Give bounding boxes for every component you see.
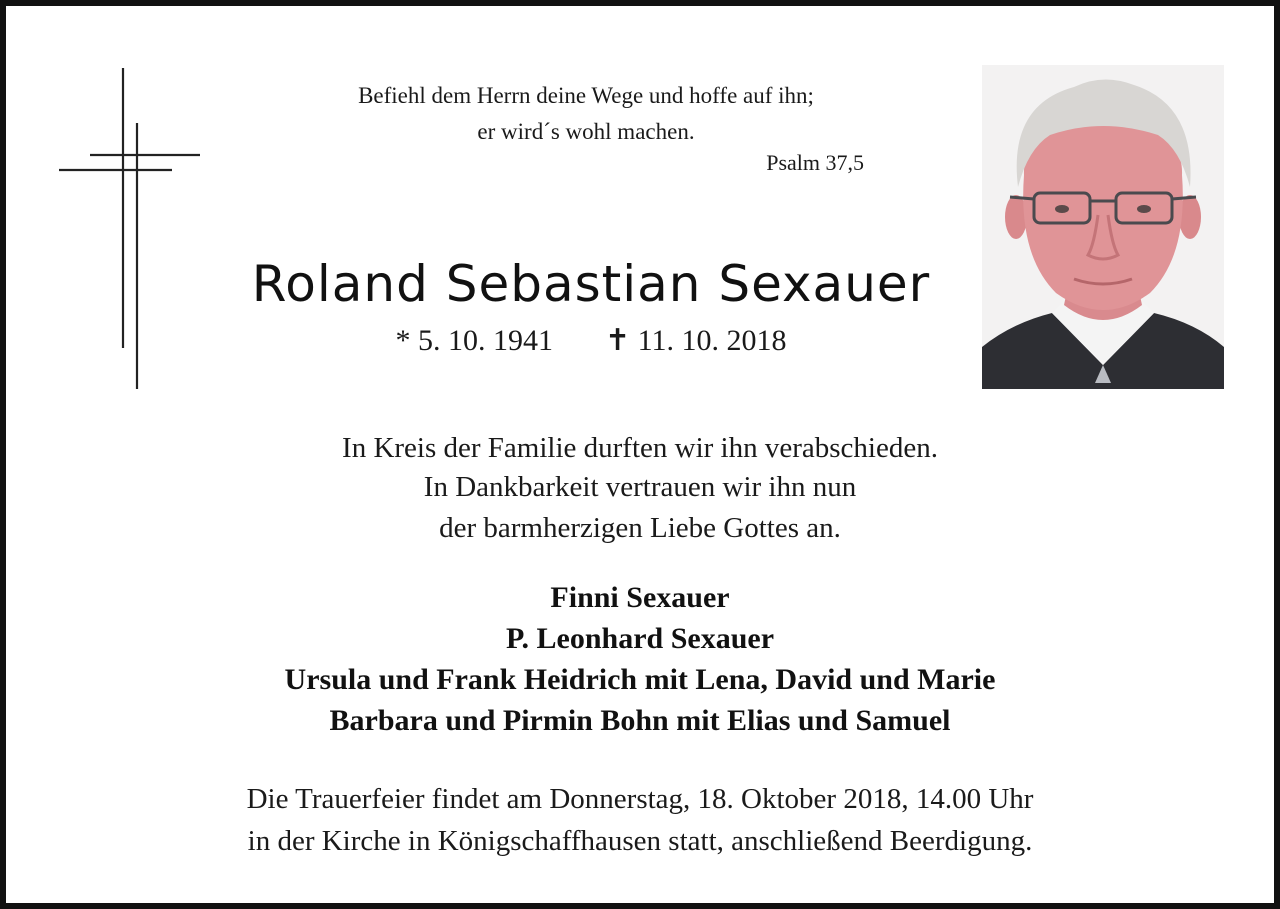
bible-verse-line-1: Befiehl dem Herrn deine Wege und hoffe auf ihn;	[358, 83, 814, 108]
deceased-name: Roland Sebastian Sexauer	[251, 255, 931, 313]
family-member-1: Finni Sexauer	[550, 581, 730, 614]
family-member-3: Ursula und Frank Heidrich mit Lena, David und Marie	[284, 663, 996, 696]
message-line-1: In Kreis der Familie durften wir ihn verabschieden.	[342, 432, 938, 464]
bible-verse-reference: Psalm 37,5	[766, 150, 864, 175]
birth-date: * 5. 10. 1941	[395, 324, 553, 357]
service-info-line-1: Die Trauerfeier findet am Donnerstag, 18. Oktober 2018, 14.00 Uhr	[246, 783, 1034, 815]
family-member-4: Barbara und Pirmin Bohn mit Elias und Samuel	[329, 704, 951, 737]
message-line-2: In Dankbarkeit vertrauen wir ihn nun	[423, 471, 857, 503]
service-info-line-2: in der Kirche in Königschaffhausen statt, anschließend Beerdigung.	[247, 825, 1033, 857]
portrait-photo	[982, 65, 1224, 389]
family-member-2: P. Leonhard Sexauer	[505, 622, 775, 655]
death-date: ✝ 11. 10. 2018	[604, 324, 787, 357]
bible-verse-line-2: er wird´s wohl machen.	[477, 119, 695, 144]
message-line-3: der barmherzigen Liebe Gottes an.	[439, 512, 841, 544]
